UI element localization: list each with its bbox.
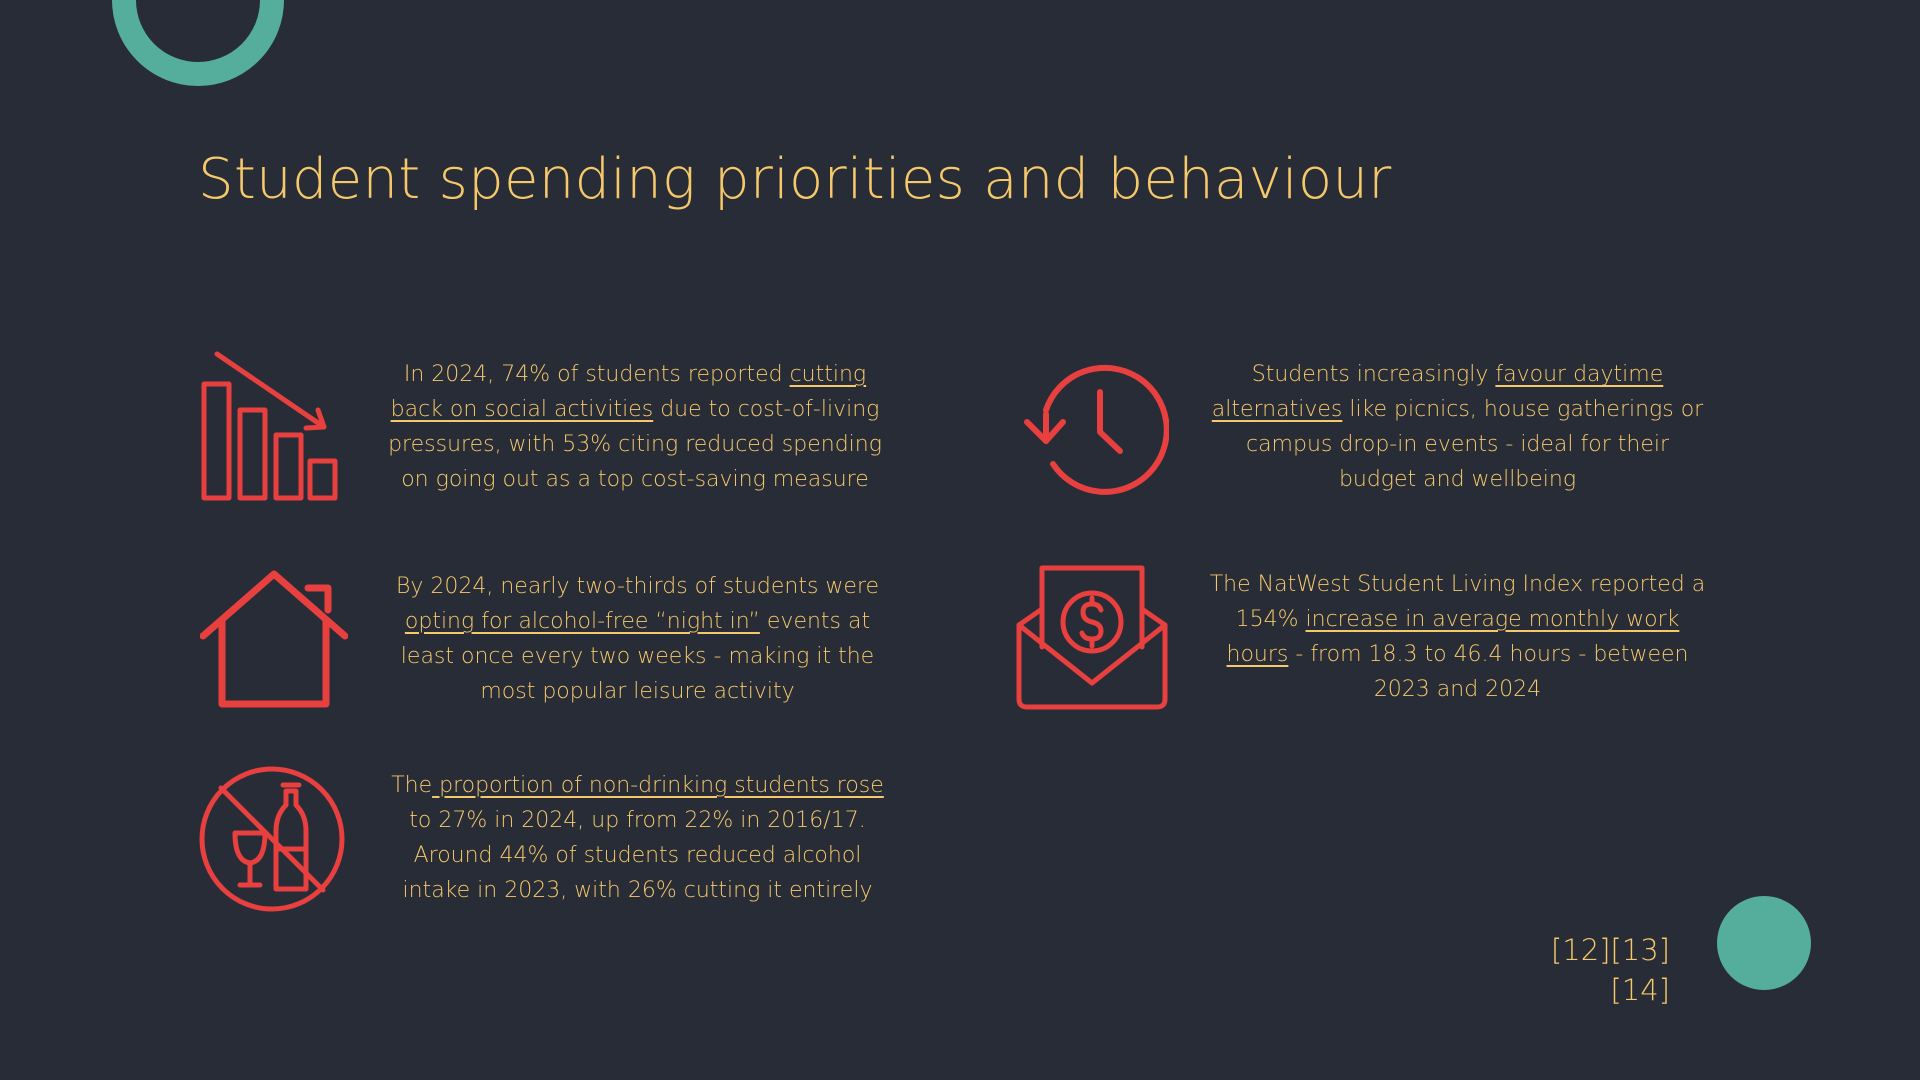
bar-chart-decline-icon: [200, 350, 340, 504]
item-text-pre: The: [391, 773, 433, 798]
item-text-post: to 27% in 2024, up from 22% in 2016/17. Around 44% of students reduced alcohol intake in 2023, with 26% cutting it entirely: [402, 808, 873, 903]
daytime-alternatives-link[interactable]: favour daytime alternatives: [1211, 362, 1664, 422]
item-text-pre: In 2024, 74% of students reported: [403, 362, 790, 387]
item-text-pre: By 2024, nearly two-thirds of students were: [395, 574, 880, 599]
item-text-post: due to cost-of-living pressures, with 53% citing reduced spending on going out as a top cost-saving measure: [388, 397, 882, 492]
item-text-post: like picnics, house gatherings or campus drop-in events - ideal for their budget and wellbeing: [1245, 397, 1704, 492]
item-text-non-drinking: [385, 768, 890, 908]
decorative-dot: [1717, 896, 1811, 990]
cutting-back-link[interactable]: cutting back on social activities: [390, 362, 867, 422]
item-text-night-in: [385, 569, 890, 709]
item-text-pre: Students increasingly: [1251, 362, 1496, 387]
item-text-work-hours: [1205, 567, 1710, 707]
item-text-post: - from 18.3 to 46.4 hours - between 2023 and 2024: [1288, 642, 1689, 702]
non-drinking-link[interactable]: proportion of non-drinking students rose: [432, 773, 884, 798]
references[interactable]: [12][13][14]: [1550, 933, 1670, 1007]
item-text-daytime: [1205, 357, 1710, 497]
money-envelope-icon: [1015, 565, 1169, 711]
slide-title: Student spending priorities and behaviour: [198, 147, 1392, 212]
clock-history-icon: [1015, 364, 1169, 500]
item-text-social-cutbacks: [385, 357, 885, 497]
decorative-ring: [112, 0, 284, 86]
work-hours-link[interactable]: increase in average monthly work hours: [1226, 607, 1680, 667]
item-text-post: events at least once every two weeks - making it the most popular leisure activity: [400, 609, 875, 704]
house-icon: [200, 570, 348, 708]
no-alcohol-icon: [198, 765, 346, 913]
night-in-link[interactable]: opting for alcohol-free “night in”: [404, 609, 760, 634]
item-text-pre: The NatWest Student Living Index reported a 154%: [1209, 572, 1706, 632]
